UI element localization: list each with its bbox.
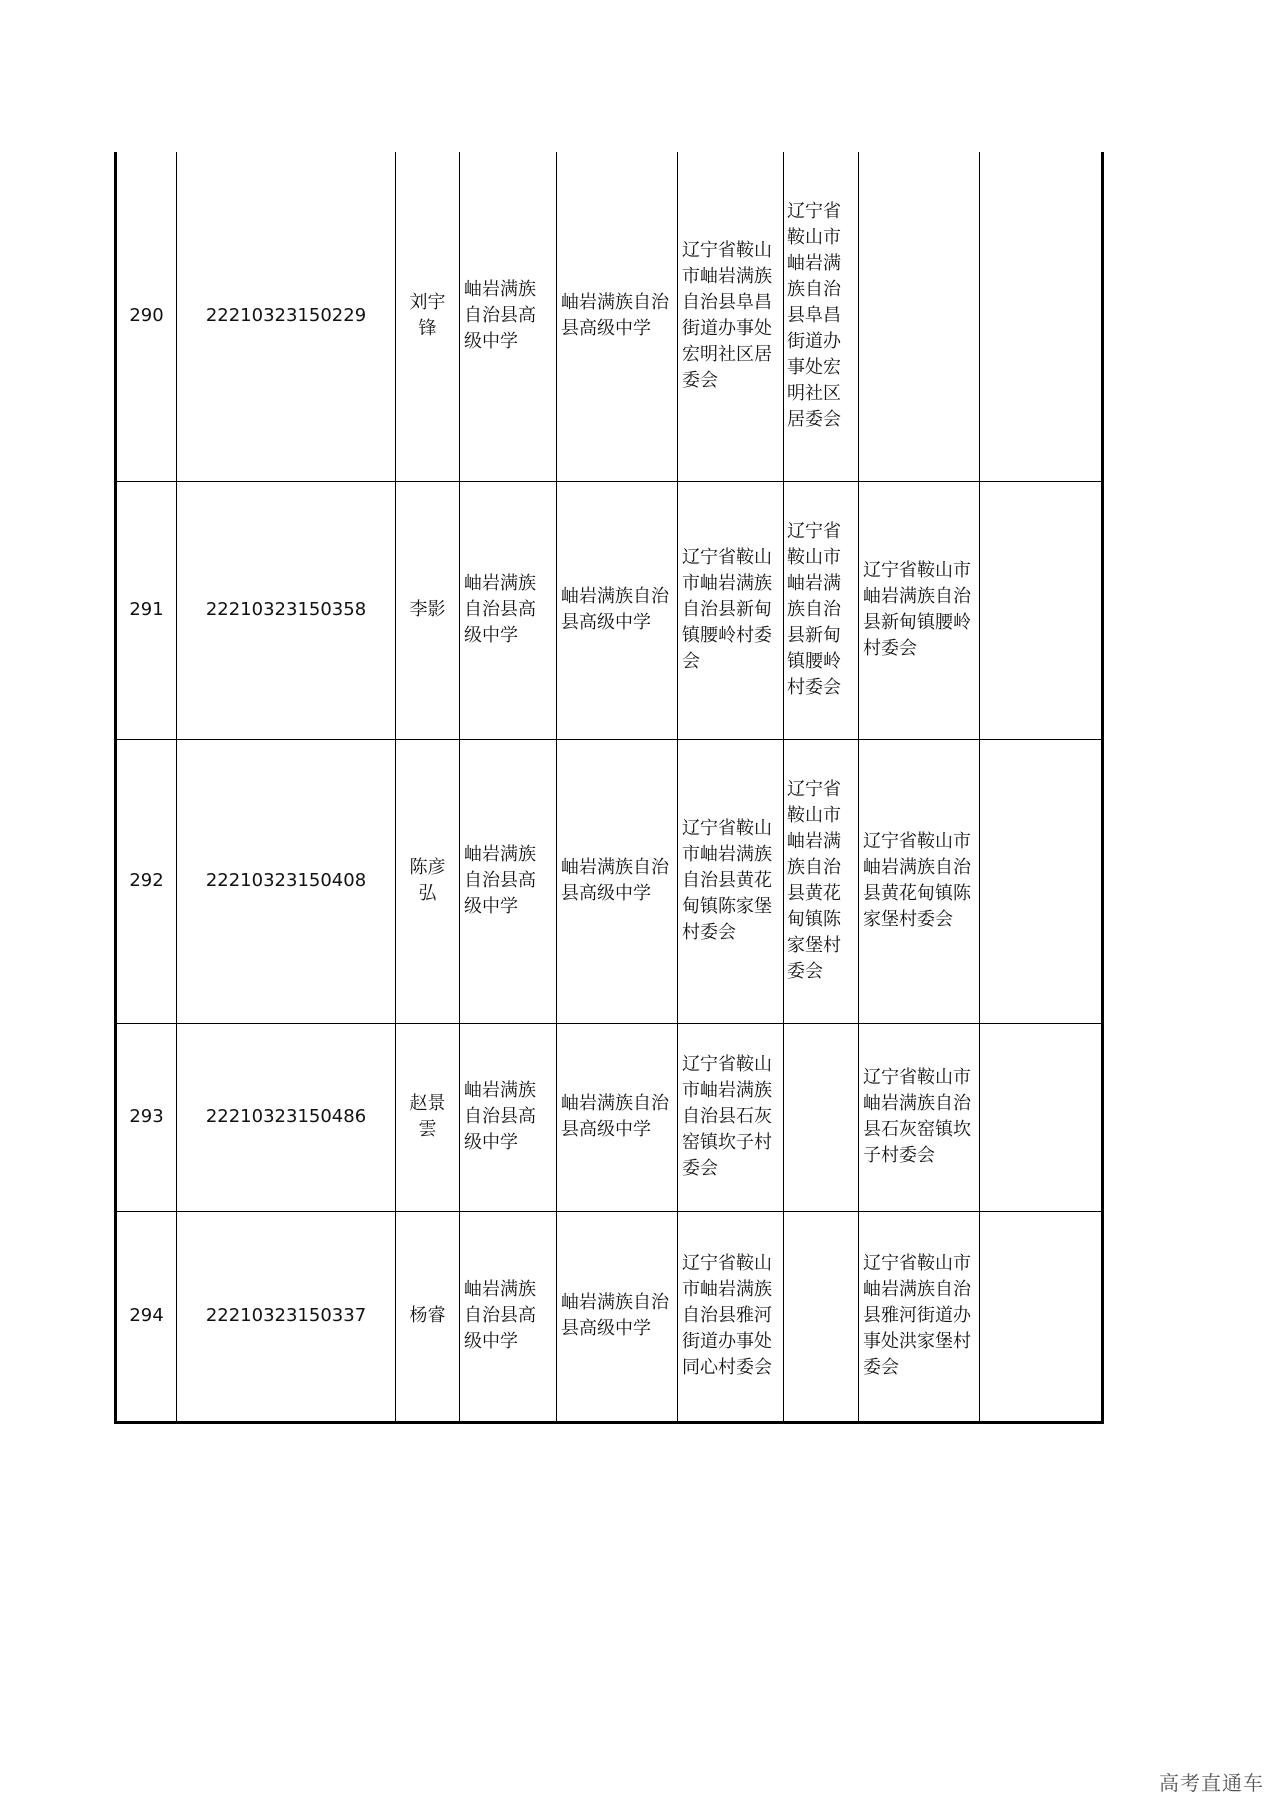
address-1: 辽宁省鞍山市岫岩满族自治县雅河街道办事处同心村委会 <box>678 1211 784 1422</box>
remark <box>980 481 1103 739</box>
address-3 <box>859 152 980 481</box>
school-2: 岫岩满族自治县高级中学 <box>557 1211 678 1422</box>
table-row <box>116 1211 1103 1422</box>
student-name: 李影 <box>396 481 460 739</box>
school-2: 岫岩满族自治县高级中学 <box>557 481 678 739</box>
roster-table <box>114 152 1104 1424</box>
remark <box>980 152 1103 481</box>
row-index: 294 <box>116 1211 177 1422</box>
table-row <box>116 481 1103 739</box>
student-name: 赵景雲 <box>396 1023 460 1211</box>
school-2: 岫岩满族自治县高级中学 <box>557 1023 678 1211</box>
address-3: 辽宁省鞍山市岫岩满族自治县雅河街道办事处洪家堡村委会 <box>859 1211 980 1422</box>
address-3: 辽宁省鞍山市岫岩满族自治县石灰窑镇坎子村委会 <box>859 1023 980 1211</box>
table-row <box>116 152 1103 481</box>
exam-id: 22210323150358 <box>177 481 396 739</box>
school-2: 岫岩满族自治县高级中学 <box>557 152 678 481</box>
table-row <box>116 739 1103 1023</box>
watermark-text: 高考直通车 <box>1159 1771 1264 1795</box>
address-2: 辽宁省鞍山市岫岩满族自治县新甸镇腰岭村委会 <box>784 481 859 739</box>
address-2: 辽宁省鞍山市岫岩满族自治县阜昌街道办事处宏明社区居委会 <box>784 152 859 481</box>
remark <box>980 1211 1103 1422</box>
exam-id: 22210323150408 <box>177 739 396 1023</box>
row-index: 292 <box>116 739 177 1023</box>
student-name: 陈彦弘 <box>396 739 460 1023</box>
row-index: 290 <box>116 152 177 481</box>
exam-id: 22210323150486 <box>177 1023 396 1211</box>
school-2: 岫岩满族自治县高级中学 <box>557 739 678 1023</box>
exam-id: 22210323150229 <box>177 152 396 481</box>
school: 岫岩满族自治县高级中学 <box>460 1211 557 1422</box>
address-1: 辽宁省鞍山市岫岩满族自治县阜昌街道办事处宏明社区居委会 <box>678 152 784 481</box>
address-2 <box>784 1211 859 1422</box>
address-1: 辽宁省鞍山市岫岩满族自治县新甸镇腰岭村委会 <box>678 481 784 739</box>
exam-id: 22210323150337 <box>177 1211 396 1422</box>
student-name: 刘宇锋 <box>396 152 460 481</box>
row-index: 293 <box>116 1023 177 1211</box>
address-2 <box>784 1023 859 1211</box>
remark <box>980 1023 1103 1211</box>
school: 岫岩满族自治县高级中学 <box>460 481 557 739</box>
address-2: 辽宁省鞍山市岫岩满族自治县黄花甸镇陈家堡村委会 <box>784 739 859 1023</box>
school: 岫岩满族自治县高级中学 <box>460 152 557 481</box>
address-1: 辽宁省鞍山市岫岩满族自治县石灰窑镇坎子村委会 <box>678 1023 784 1211</box>
table-row <box>116 1023 1103 1211</box>
student-name: 杨睿 <box>396 1211 460 1422</box>
school: 岫岩满族自治县高级中学 <box>460 1023 557 1211</box>
address-1: 辽宁省鞍山市岫岩满族自治县黄花甸镇陈家堡村委会 <box>678 739 784 1023</box>
school: 岫岩满族自治县高级中学 <box>460 739 557 1023</box>
row-index: 291 <box>116 481 177 739</box>
remark <box>980 739 1103 1023</box>
address-3: 辽宁省鞍山市岫岩满族自治县黄花甸镇陈家堡村委会 <box>859 739 980 1023</box>
address-3: 辽宁省鞍山市岫岩满族自治县新甸镇腰岭村委会 <box>859 481 980 739</box>
